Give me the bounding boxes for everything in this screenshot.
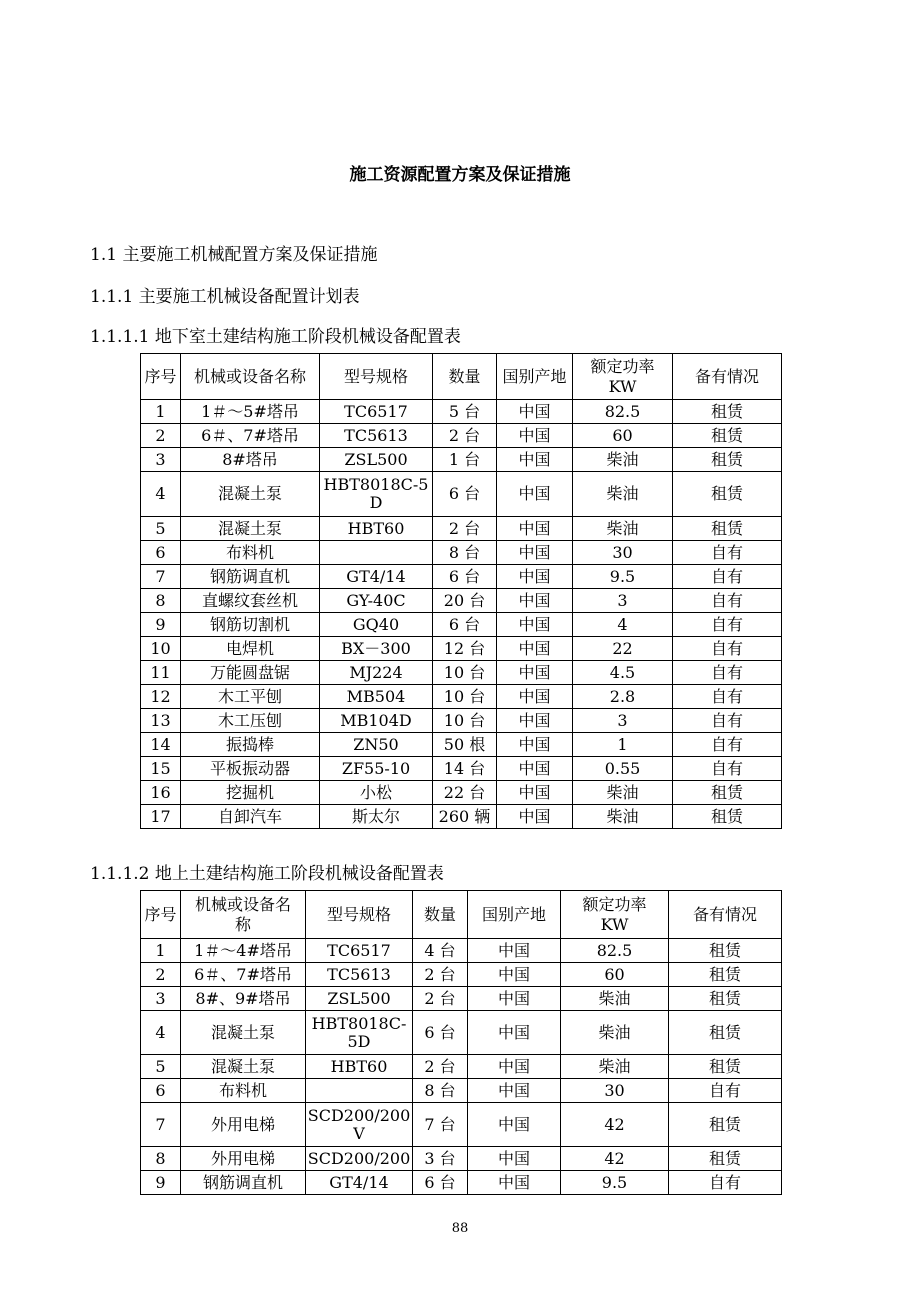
cell-power: 30 xyxy=(573,541,673,565)
table-row xyxy=(141,424,782,448)
header-cell: 额定功率KW xyxy=(573,354,673,400)
table-row xyxy=(141,757,782,781)
underground-equipment-table xyxy=(140,353,782,829)
cell-power: 柴油 xyxy=(561,1011,669,1055)
section-heading-1-1-1-1: 1.1.1.1 地下室土建结构施工阶段机械设备配置表 xyxy=(90,327,461,347)
header-cell: 国别产地 xyxy=(497,354,573,400)
cell-power: 柴油 xyxy=(561,1055,669,1079)
cell-quantity: 6 台 xyxy=(413,1171,468,1195)
cell-power: 柴油 xyxy=(573,472,673,517)
cell-quantity: 7 台 xyxy=(413,1103,468,1147)
cell-model: TC5613 xyxy=(320,424,433,448)
cell-equipment-name: 6＃、7#塔吊 xyxy=(181,424,320,448)
cell-index: 8 xyxy=(141,589,181,613)
cell-quantity: 8 台 xyxy=(413,1079,468,1103)
table-row xyxy=(141,613,782,637)
cell-quantity: 2 台 xyxy=(413,963,468,987)
header-cell: 机械或设备名称 xyxy=(181,354,320,400)
table-row xyxy=(141,963,782,987)
cell-quantity: 4 台 xyxy=(413,939,468,963)
page-title: 施工资源配置方案及保证措施 xyxy=(349,165,571,185)
cell-model: HBT8018C-5D xyxy=(320,472,433,517)
cell-status: 自有 xyxy=(669,1171,782,1195)
table-row xyxy=(141,709,782,733)
cell-power: 柴油 xyxy=(573,805,673,829)
cell-equipment-name: 布料机 xyxy=(181,541,320,565)
section-heading-1-1: 1.1 主要施工机械配置方案及保证措施 xyxy=(90,245,378,265)
cell-origin: 中国 xyxy=(497,709,573,733)
cell-origin: 中国 xyxy=(497,589,573,613)
header-cell: 备有情况 xyxy=(673,354,782,400)
cell-quantity: 3 台 xyxy=(413,1147,468,1171)
cell-power: 82.5 xyxy=(561,939,669,963)
cell-index: 1 xyxy=(141,400,181,424)
cell-power: 0.55 xyxy=(573,757,673,781)
cell-status: 租赁 xyxy=(673,517,782,541)
cell-equipment-name: 混凝土泵 xyxy=(181,472,320,517)
table-row xyxy=(141,661,782,685)
cell-power: 82.5 xyxy=(573,400,673,424)
cell-quantity: 6 台 xyxy=(433,565,497,589)
header-cell: 型号规格 xyxy=(320,354,433,400)
cell-index: 4 xyxy=(141,1011,181,1055)
cell-status: 自有 xyxy=(673,637,782,661)
table-header-row xyxy=(141,891,782,939)
aboveground-equipment-table xyxy=(140,890,782,1195)
table-header-row xyxy=(141,354,782,400)
cell-status: 租赁 xyxy=(669,987,782,1011)
section-heading-1-1-1-2: 1.1.1.2 地上土建结构施工阶段机械设备配置表 xyxy=(90,864,444,884)
cell-model: ZSL500 xyxy=(320,448,433,472)
cell-quantity: 10 台 xyxy=(433,661,497,685)
header-cell: 序号 xyxy=(141,891,181,939)
cell-model: SCD200/200V xyxy=(306,1103,413,1147)
cell-status: 自有 xyxy=(673,685,782,709)
cell-quantity: 6 台 xyxy=(433,613,497,637)
cell-status: 租赁 xyxy=(669,939,782,963)
cell-equipment-name: 6＃、7#塔吊 xyxy=(181,963,306,987)
cell-origin: 中国 xyxy=(468,1147,561,1171)
cell-index: 6 xyxy=(141,1079,181,1103)
cell-model xyxy=(320,541,433,565)
cell-status: 租赁 xyxy=(673,424,782,448)
cell-index: 9 xyxy=(141,1171,181,1195)
cell-index: 7 xyxy=(141,1103,181,1147)
cell-equipment-name: 万能圆盘锯 xyxy=(181,661,320,685)
cell-origin: 中国 xyxy=(468,1079,561,1103)
table-row xyxy=(141,565,782,589)
table-row xyxy=(141,637,782,661)
cell-origin: 中国 xyxy=(497,757,573,781)
cell-equipment-name: 电焊机 xyxy=(181,637,320,661)
header-cell: 型号规格 xyxy=(306,891,413,939)
cell-status: 租赁 xyxy=(673,781,782,805)
cell-quantity: 2 台 xyxy=(433,517,497,541)
cell-power: 22 xyxy=(573,637,673,661)
cell-status: 自有 xyxy=(669,1079,782,1103)
cell-power: 柴油 xyxy=(561,987,669,1011)
cell-status: 租赁 xyxy=(669,1103,782,1147)
table-row xyxy=(141,589,782,613)
cell-origin: 中国 xyxy=(468,963,561,987)
cell-status: 自有 xyxy=(673,541,782,565)
cell-model: MJ224 xyxy=(320,661,433,685)
cell-origin: 中国 xyxy=(497,637,573,661)
cell-model: HBT60 xyxy=(320,517,433,541)
cell-origin: 中国 xyxy=(497,661,573,685)
header-cell: 数量 xyxy=(433,354,497,400)
table-row xyxy=(141,400,782,424)
cell-origin: 中国 xyxy=(468,1055,561,1079)
cell-quantity: 2 台 xyxy=(413,1055,468,1079)
cell-power: 60 xyxy=(561,963,669,987)
table-row xyxy=(141,1079,782,1103)
cell-equipment-name: 钢筋切割机 xyxy=(181,613,320,637)
cell-equipment-name: 木工平刨 xyxy=(181,685,320,709)
cell-quantity: 2 台 xyxy=(413,987,468,1011)
cell-equipment-name: 自卸汽车 xyxy=(181,805,320,829)
cell-origin: 中国 xyxy=(497,424,573,448)
cell-model: 斯太尔 xyxy=(320,805,433,829)
cell-power: 30 xyxy=(561,1079,669,1103)
cell-power: 2.8 xyxy=(573,685,673,709)
cell-equipment-name: 8#塔吊 xyxy=(181,448,320,472)
cell-index: 4 xyxy=(141,472,181,517)
cell-equipment-name: 1＃～5#塔吊 xyxy=(181,400,320,424)
cell-index: 15 xyxy=(141,757,181,781)
cell-index: 10 xyxy=(141,637,181,661)
cell-status: 租赁 xyxy=(673,448,782,472)
cell-quantity: 22 台 xyxy=(433,781,497,805)
cell-status: 自有 xyxy=(673,589,782,613)
page-number: 88 xyxy=(451,1221,469,1236)
cell-status: 自有 xyxy=(673,613,782,637)
cell-quantity: 10 台 xyxy=(433,685,497,709)
cell-equipment-name: 钢筋调直机 xyxy=(181,1171,306,1195)
header-cell: 额定功率KW xyxy=(561,891,669,939)
cell-status: 自有 xyxy=(673,733,782,757)
cell-quantity: 260 辆 xyxy=(433,805,497,829)
cell-index: 8 xyxy=(141,1147,181,1171)
cell-index: 7 xyxy=(141,565,181,589)
cell-equipment-name: 外用电梯 xyxy=(181,1147,306,1171)
cell-index: 2 xyxy=(141,424,181,448)
cell-origin: 中国 xyxy=(497,472,573,517)
cell-equipment-name: 振捣棒 xyxy=(181,733,320,757)
cell-power: 1 xyxy=(573,733,673,757)
cell-quantity: 2 台 xyxy=(433,424,497,448)
cell-model xyxy=(306,1079,413,1103)
cell-status: 租赁 xyxy=(669,1011,782,1055)
cell-index: 17 xyxy=(141,805,181,829)
cell-index: 6 xyxy=(141,541,181,565)
cell-index: 3 xyxy=(141,448,181,472)
cell-index: 11 xyxy=(141,661,181,685)
table-row xyxy=(141,1103,782,1147)
cell-index: 5 xyxy=(141,517,181,541)
cell-model: ZF55-10 xyxy=(320,757,433,781)
cell-quantity: 20 台 xyxy=(433,589,497,613)
cell-equipment-name: 混凝土泵 xyxy=(181,1011,306,1055)
table-row xyxy=(141,685,782,709)
cell-power: 3 xyxy=(573,589,673,613)
cell-equipment-name: 1＃～4#塔吊 xyxy=(181,939,306,963)
cell-index: 14 xyxy=(141,733,181,757)
cell-origin: 中国 xyxy=(468,1011,561,1055)
cell-model: MB104D xyxy=(320,709,433,733)
header-cell: 备有情况 xyxy=(669,891,782,939)
cell-model: GQ40 xyxy=(320,613,433,637)
cell-power: 42 xyxy=(561,1103,669,1147)
cell-power: 3 xyxy=(573,709,673,733)
table-row xyxy=(141,939,782,963)
cell-origin: 中国 xyxy=(497,685,573,709)
cell-equipment-name: 混凝土泵 xyxy=(181,1055,306,1079)
cell-model: SCD200/200 xyxy=(306,1147,413,1171)
cell-equipment-name: 钢筋调直机 xyxy=(181,565,320,589)
cell-status: 租赁 xyxy=(673,400,782,424)
cell-status: 租赁 xyxy=(669,963,782,987)
table-row xyxy=(141,1171,782,1195)
cell-quantity: 8 台 xyxy=(433,541,497,565)
cell-equipment-name: 木工压刨 xyxy=(181,709,320,733)
cell-index: 1 xyxy=(141,939,181,963)
cell-status: 自有 xyxy=(673,661,782,685)
cell-quantity: 50 根 xyxy=(433,733,497,757)
cell-index: 16 xyxy=(141,781,181,805)
cell-index: 13 xyxy=(141,709,181,733)
cell-origin: 中国 xyxy=(497,448,573,472)
cell-equipment-name: 外用电梯 xyxy=(181,1103,306,1147)
table-row xyxy=(141,1147,782,1171)
table-row xyxy=(141,1055,782,1079)
table-row xyxy=(141,781,782,805)
header-cell: 序号 xyxy=(141,354,181,400)
cell-origin: 中国 xyxy=(497,541,573,565)
cell-index: 9 xyxy=(141,613,181,637)
cell-origin: 中国 xyxy=(468,1103,561,1147)
cell-model: MB504 xyxy=(320,685,433,709)
cell-origin: 中国 xyxy=(497,517,573,541)
cell-status: 租赁 xyxy=(673,472,782,517)
cell-origin: 中国 xyxy=(468,987,561,1011)
cell-origin: 中国 xyxy=(497,565,573,589)
table-row xyxy=(141,517,782,541)
cell-status: 自有 xyxy=(673,565,782,589)
cell-origin: 中国 xyxy=(497,400,573,424)
cell-equipment-name: 混凝土泵 xyxy=(181,517,320,541)
cell-model: GT4/14 xyxy=(306,1171,413,1195)
cell-model: BX－300 xyxy=(320,637,433,661)
table-row xyxy=(141,472,782,517)
cell-quantity: 6 台 xyxy=(433,472,497,517)
table-row xyxy=(141,1011,782,1055)
cell-equipment-name: 直螺纹套丝机 xyxy=(181,589,320,613)
cell-quantity: 1 台 xyxy=(433,448,497,472)
header-cell: 数量 xyxy=(413,891,468,939)
cell-origin: 中国 xyxy=(468,1171,561,1195)
cell-equipment-name: 布料机 xyxy=(181,1079,306,1103)
cell-origin: 中国 xyxy=(497,733,573,757)
cell-model: GY-40C xyxy=(320,589,433,613)
table-row xyxy=(141,448,782,472)
table-row xyxy=(141,805,782,829)
cell-index: 12 xyxy=(141,685,181,709)
cell-power: 柴油 xyxy=(573,517,673,541)
cell-quantity: 6 台 xyxy=(413,1011,468,1055)
cell-origin: 中国 xyxy=(497,781,573,805)
cell-power: 4.5 xyxy=(573,661,673,685)
cell-power: 42 xyxy=(561,1147,669,1171)
table-row xyxy=(141,733,782,757)
cell-equipment-name: 挖掘机 xyxy=(181,781,320,805)
cell-model: ZN50 xyxy=(320,733,433,757)
table-row xyxy=(141,987,782,1011)
cell-origin: 中国 xyxy=(468,939,561,963)
cell-power: 柴油 xyxy=(573,781,673,805)
cell-model: TC5613 xyxy=(306,963,413,987)
cell-status: 自有 xyxy=(673,757,782,781)
cell-index: 3 xyxy=(141,987,181,1011)
cell-power: 60 xyxy=(573,424,673,448)
cell-power: 4 xyxy=(573,613,673,637)
cell-model: ZSL500 xyxy=(306,987,413,1011)
cell-status: 租赁 xyxy=(673,805,782,829)
cell-status: 自有 xyxy=(673,709,782,733)
cell-origin: 中国 xyxy=(497,613,573,637)
cell-model: 小松 xyxy=(320,781,433,805)
cell-model: GT4/14 xyxy=(320,565,433,589)
table-row xyxy=(141,541,782,565)
cell-model: HBT60 xyxy=(306,1055,413,1079)
section-heading-1-1-1: 1.1.1 主要施工机械设备配置计划表 xyxy=(90,287,360,307)
cell-power: 柴油 xyxy=(573,448,673,472)
header-cell: 国别产地 xyxy=(468,891,561,939)
cell-quantity: 14 台 xyxy=(433,757,497,781)
cell-origin: 中国 xyxy=(497,805,573,829)
cell-status: 租赁 xyxy=(669,1147,782,1171)
cell-quantity: 12 台 xyxy=(433,637,497,661)
cell-model: TC6517 xyxy=(320,400,433,424)
header-cell: 机械或设备名称 xyxy=(181,891,306,939)
cell-index: 2 xyxy=(141,963,181,987)
cell-power: 9.5 xyxy=(561,1171,669,1195)
cell-equipment-name: 平板振动器 xyxy=(181,757,320,781)
cell-quantity: 5 台 xyxy=(433,400,497,424)
cell-equipment-name: 8#、9#塔吊 xyxy=(181,987,306,1011)
cell-power: 9.5 xyxy=(573,565,673,589)
cell-quantity: 10 台 xyxy=(433,709,497,733)
cell-model: TC6517 xyxy=(306,939,413,963)
cell-status: 租赁 xyxy=(669,1055,782,1079)
cell-index: 5 xyxy=(141,1055,181,1079)
cell-model: HBT8018C-5D xyxy=(306,1011,413,1055)
